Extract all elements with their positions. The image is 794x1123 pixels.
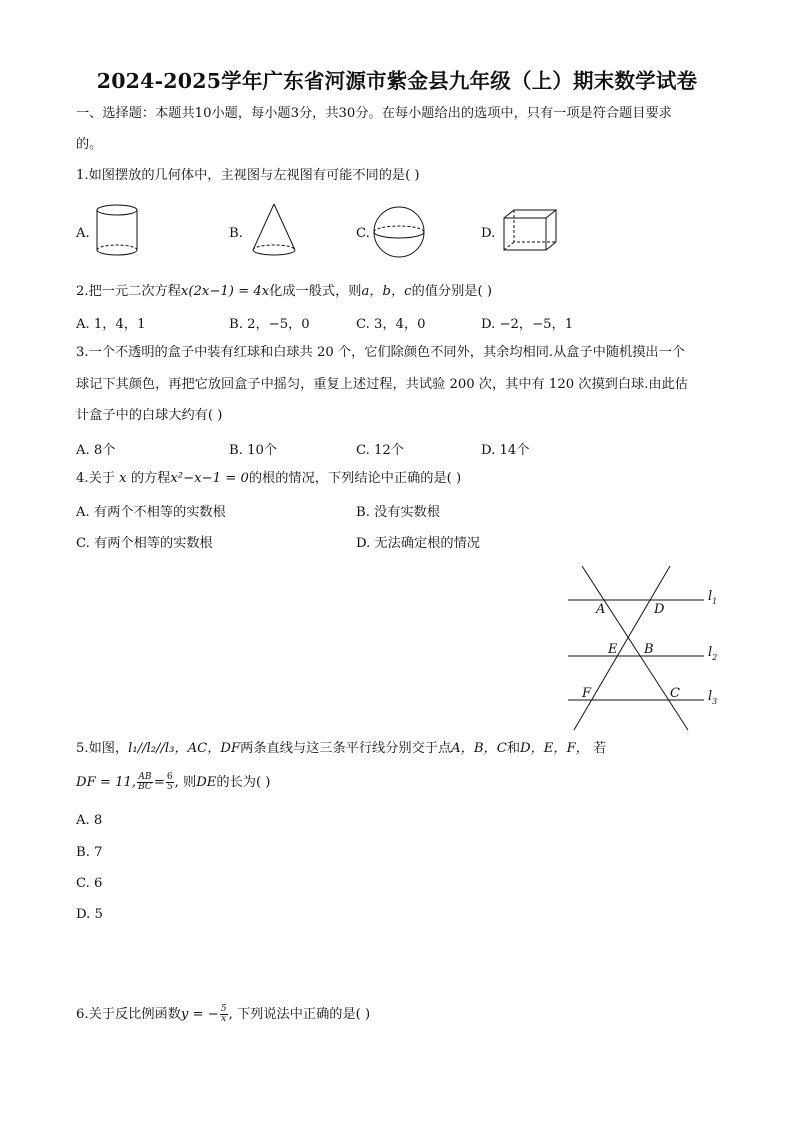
label-l1: $l_1$ [708, 589, 718, 606]
q1-option-d: D. [481, 226, 496, 241]
point-b: B [644, 642, 654, 657]
line-df [574, 566, 670, 730]
q4-option-c: C. 有两个相等的实数根 [76, 536, 213, 551]
q2-option-c: C. 3，4，0 [356, 317, 426, 332]
q3-line2: 球记下其颜色，再把它放回盒子中摇匀，重复上述过程，共试验 200 次，其中有 120 次摸到白球.由此估 [76, 377, 688, 392]
parallel-lines-figure [560, 560, 730, 732]
page-title: 2024-2025学年广东省河源市紫金县九年级（上）期末数学试卷 [96, 69, 698, 93]
point-e: E [608, 642, 618, 657]
point-c: C [670, 686, 680, 701]
q2-option-a: A. 1，4，1 [76, 317, 146, 332]
section-heading-line2: 的。 [76, 137, 103, 152]
line-ac [582, 566, 688, 730]
q2-stem: 2.把一元二次方程x(2x−1) = 4x化成一般式，则a，b，c的值分别是( ) [76, 284, 492, 299]
q1-option-a: A. [76, 226, 90, 241]
q4-option-b: B. 没有实数根 [356, 505, 441, 520]
label-l2: $l_2$ [708, 645, 718, 662]
q5-line2: DF = 11, $\frac{AB}{BC}$ = $\frac{6}{5}$ , 则DE的长为( ) [76, 772, 271, 792]
q5-option-a: A. 8 [76, 813, 103, 828]
q1-stem: 1.如图摆放的几何体中，主视图与左视图有可能不同的是( ) [76, 168, 420, 183]
point-f: F [582, 686, 592, 701]
cylinder-icon [95, 202, 139, 258]
q1-option-c: C. [356, 226, 370, 241]
q5-line1: 5.如图，l₁//l₂//l₃，AC，DF两条直线与这三条平行线分别交于点A，B，C和D，E，F， 若 [76, 741, 607, 756]
q5-option-c: C. 6 [76, 876, 103, 891]
q3-line1: 3.一个不透明的盒子中装有红球和白球共 20 个，它们除颜色不同外，其余均相同.从盒子中随机摸出一个 [76, 345, 685, 360]
q3-line3: 计盒子中的白球大约有( ) [76, 408, 223, 423]
q2-option-b: B. 2，−5，0 [229, 317, 310, 332]
sphere-icon [372, 205, 426, 259]
cuboid-icon [502, 208, 558, 252]
q3-option-c: C. 12个 [356, 443, 404, 458]
q6-stem: 6.关于反比例函数y = − $\frac{5}{x}$ , 下列说法中正确的是( ) [76, 1004, 371, 1024]
q3-option-d: D. 14个 [481, 443, 530, 458]
point-a: A [596, 602, 606, 617]
q1-option-b: B. [229, 226, 243, 241]
q5-option-d: D. 5 [76, 907, 103, 922]
q3-option-a: A. 8个 [76, 443, 116, 458]
section-heading-line1: 一、选择题：本题共10小题，每小题3分，共30分。在每小题给出的选项中，只有一项是符合题目要求 [76, 106, 672, 121]
q4-option-a: A. 有两个不相等的实数根 [76, 505, 226, 520]
q4-option-d: D. 无法确定根的情况 [356, 536, 480, 551]
label-l3: $l_3$ [708, 689, 718, 706]
cone-icon [250, 202, 298, 260]
point-d: D [654, 602, 665, 617]
q3-option-b: B. 10个 [229, 443, 278, 458]
q5-option-b: B. 7 [76, 845, 103, 860]
q4-stem: 4.关于 x 的方程x²−x−1 = 0的根的情况，下列结论中正确的是( ) [76, 471, 462, 486]
q2-option-d: D. −2，−5，1 [481, 317, 574, 332]
